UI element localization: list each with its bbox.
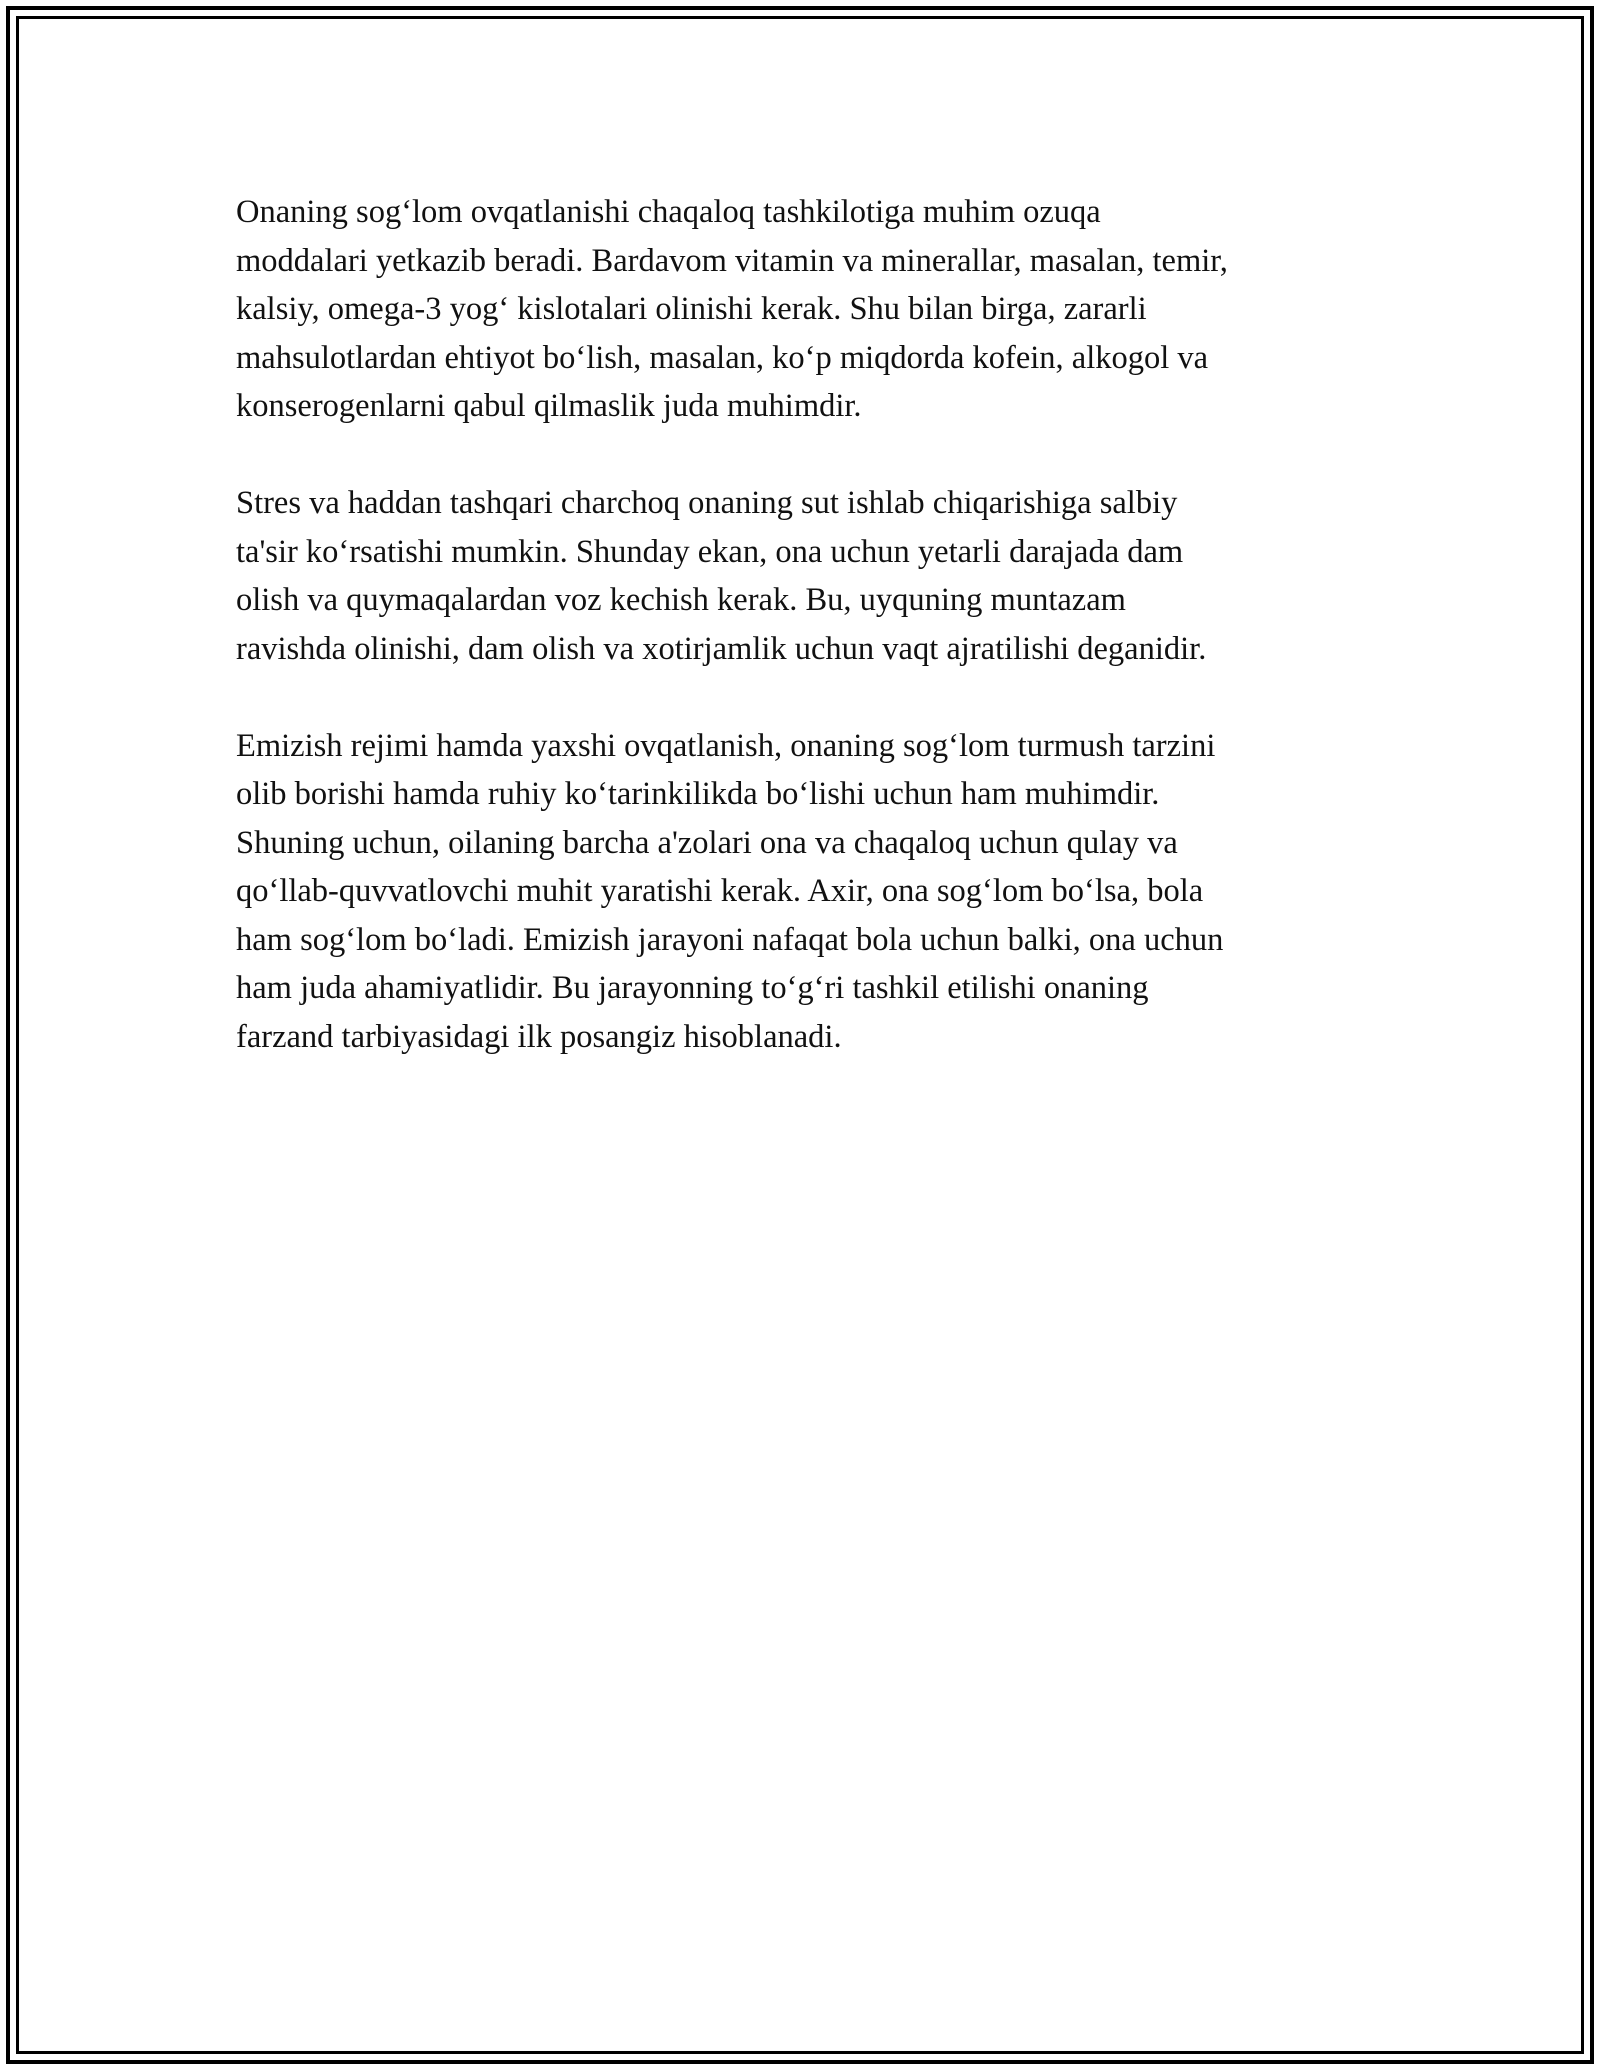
text-line: Emizish rejimi hamda yaxshi ovqatlanish, onaning sog‘lom turmush tarzini: [236, 727, 1216, 764]
text-line: kalsiy, omega-3 yog‘ kislotalari olinishi kerak. Shu bilan birga, zararli: [236, 291, 1147, 327]
text-line: Stres va haddan tashqari charchoq onaning sut ishlab chiqarishiga salbiy: [236, 485, 1178, 521]
paragraph-breastfeeding: [236, 722, 1376, 1062]
document-body: [236, 188, 1376, 1110]
text-line: moddalari yetkazib beradi. Bardavom vitamin va minerallar, masalan, temir,: [236, 242, 1228, 279]
text-line: olib borishi hamda ruhiy ko‘tarinkilikda bo‘lishi uchun ham muhimdir.: [236, 776, 1160, 812]
text-line: Shuning uchun, oilaning barcha a'zolari ona va chaqaloq uchun qulay va: [236, 824, 1178, 861]
text-line: mahsulotlardan ehtiyot bo‘lish, masalan, ko‘p miqdorda kofein, alkogol va: [236, 339, 1209, 376]
text-line: ravishda olinishi, dam olish va xotirjamlik uchun vaqt ajratilishi deganidir.: [236, 630, 1207, 667]
text-line: Onaning sog‘lom ovqatlanishi chaqaloq tashkilotiga muhim ozuqa: [236, 194, 1101, 230]
text-line: ham juda ahamiyatlidir. Bu jarayonning to‘g‘ri tashkil etilishi onaning: [236, 970, 1149, 1006]
text-line: farzand tarbiyasidagi ilk posangiz hisoblanadi.: [236, 1018, 842, 1055]
text-line: konserogenlarni qabul qilmaslik juda muhimdir.: [236, 388, 862, 424]
paragraph-stress: [236, 479, 1376, 673]
paragraph-nutrition: [236, 188, 1376, 431]
text-line: olish va quymaqalardan voz kechish kerak. Bu, uyquning muntazam: [236, 582, 1126, 618]
text-line: qo‘llab-quvvatlovchi muhit yaratishi kerak. Axir, ona sog‘lom bo‘lsa, bola: [236, 873, 1204, 909]
text-line: ta'sir ko‘rsatishi mumkin. Shunday ekan, ona uchun yetarli darajada dam: [236, 533, 1184, 570]
text-line: ham sog‘lom bo‘ladi. Emizish jarayoni nafaqat bola uchun balki, ona uchun: [236, 921, 1224, 958]
